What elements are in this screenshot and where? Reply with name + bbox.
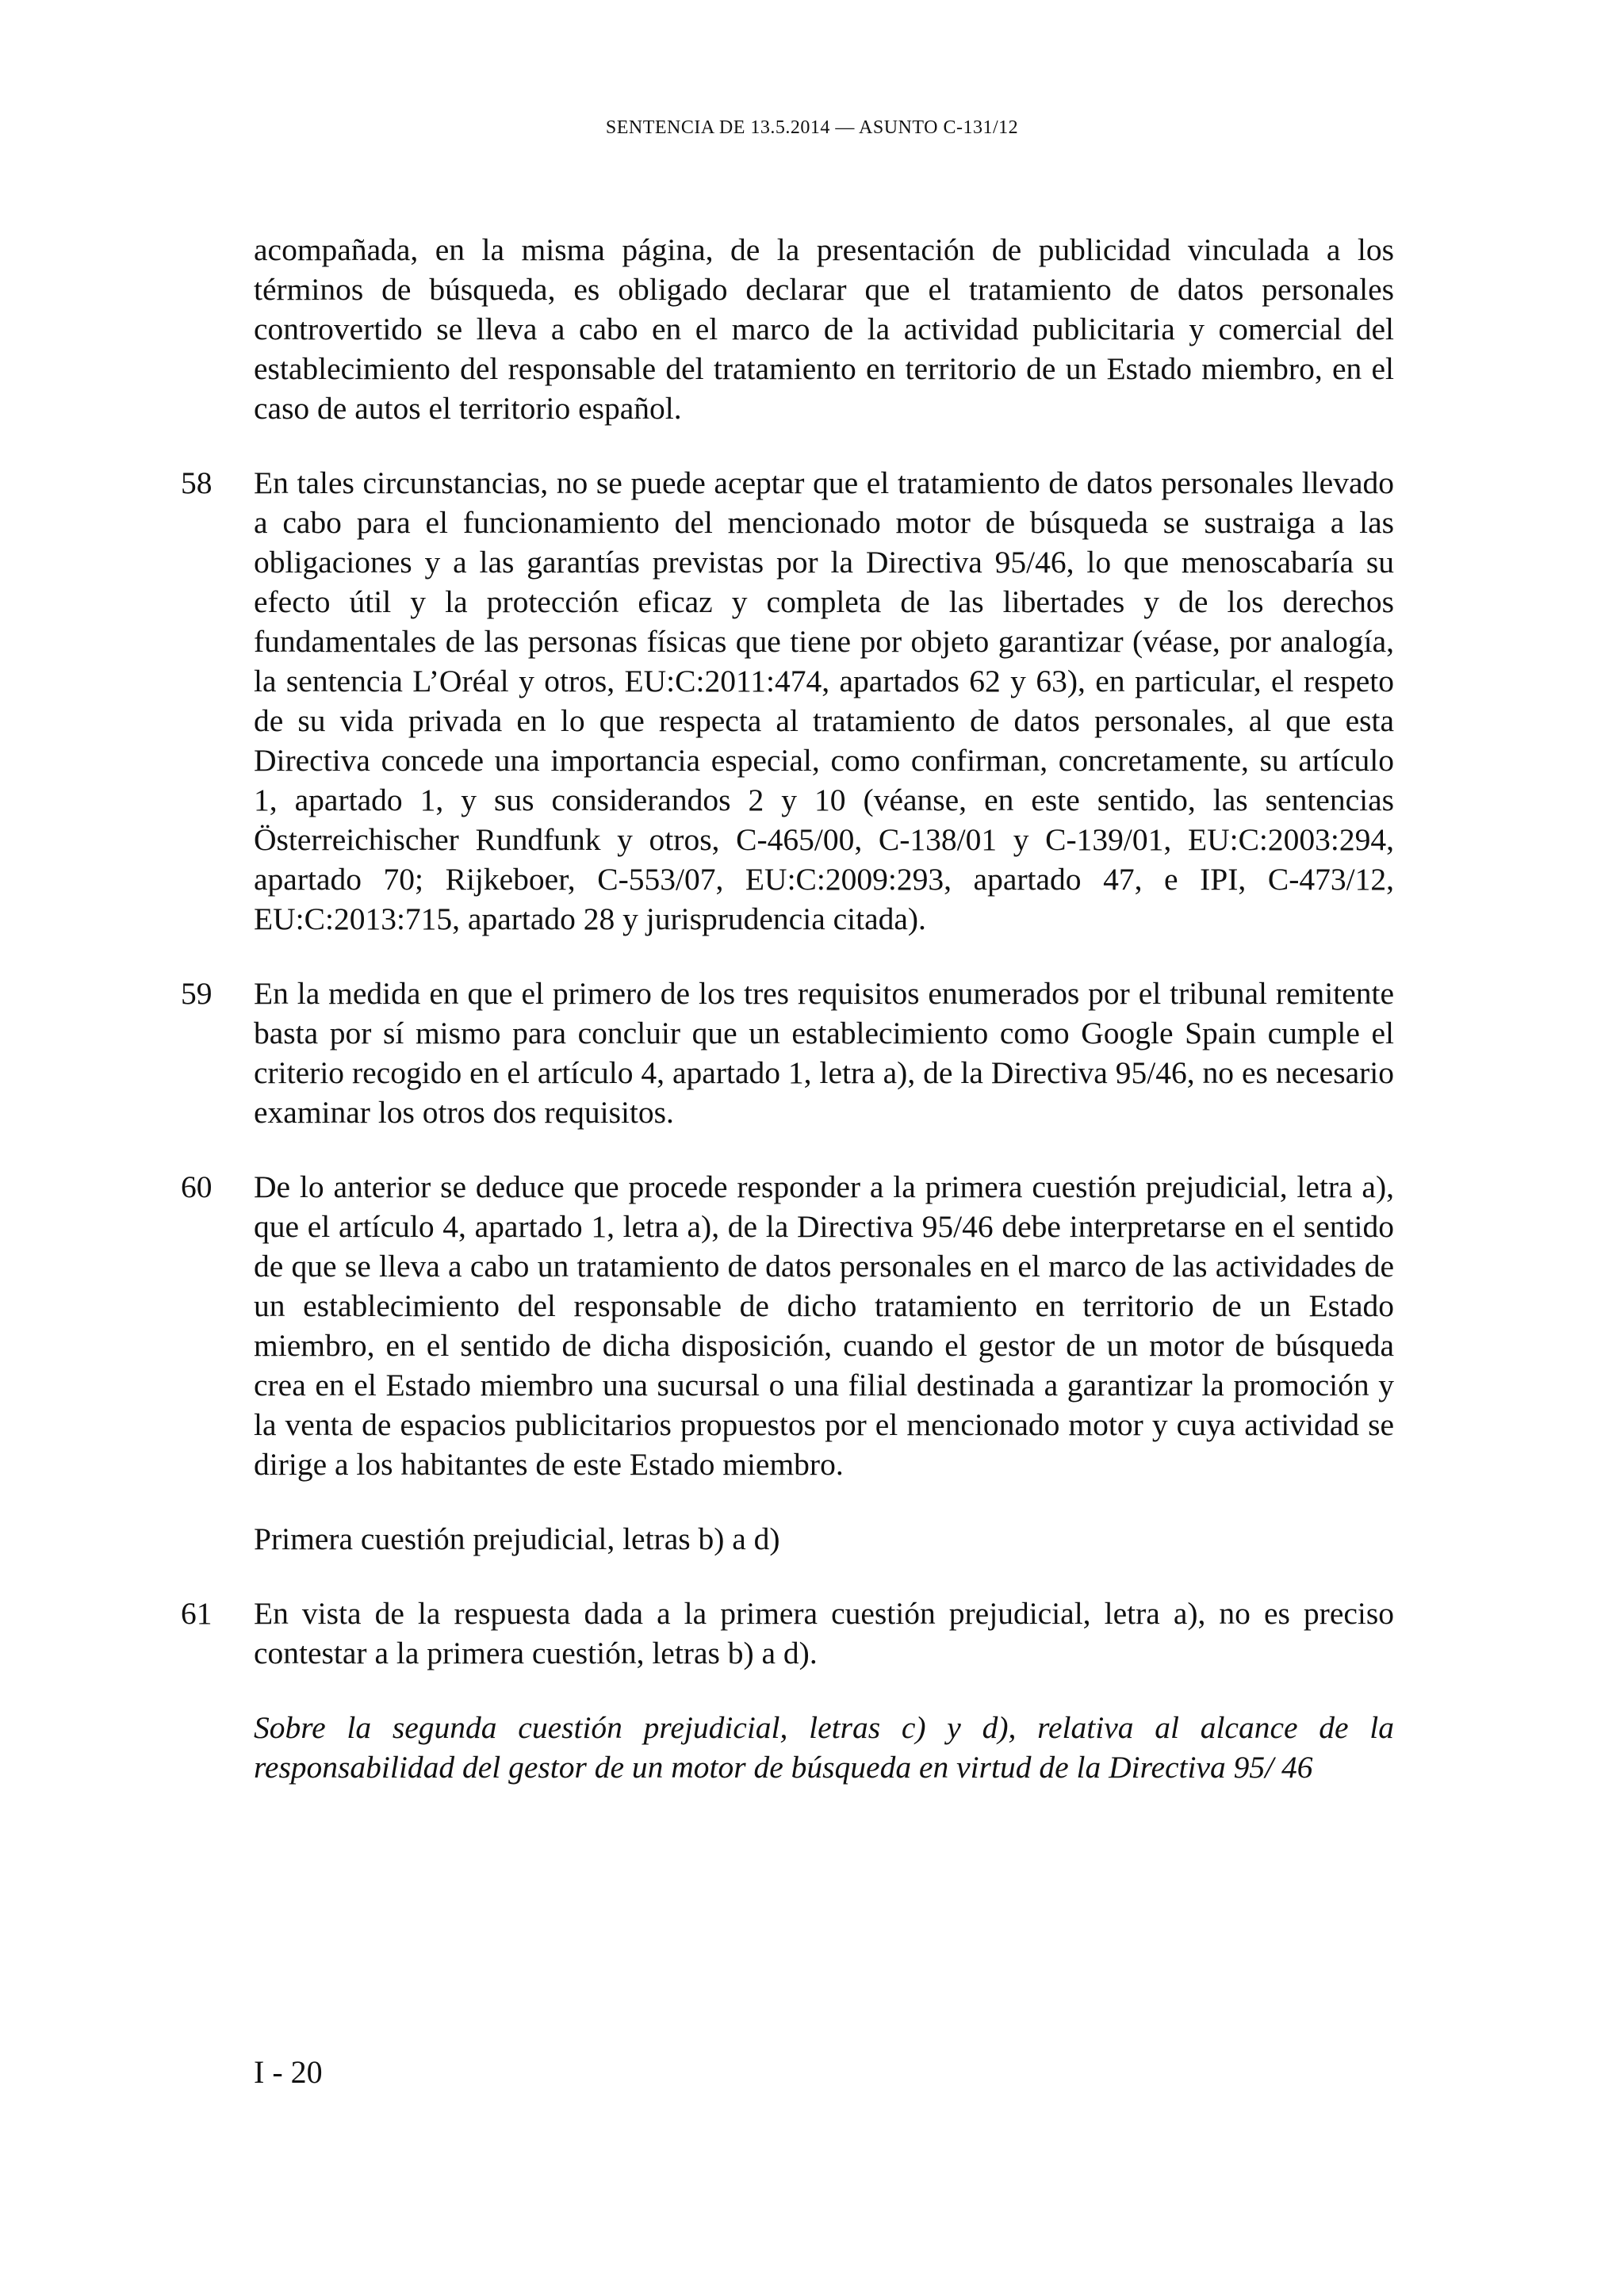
paragraph-text: En tales circunstancias, no se puede aceptar que el tratamiento de datos personales llevado a cabo para el funcionamiento del mencionado motor de búsqueda se sustraiga a las obligaciones y a las garantías previstas por la Directiva 95/46, lo que menoscabaría su efecto útil y la protección eficaz y completa de las libertades y de los derechos fundamentales de las personas físicas que tiene por objeto garantizar (véase, por analogía, la sentencia L’Oréal y otros, EU:C:2011:474, apartados 62 y 63), en particular, el respeto de su vida privada en lo que respecta al tratamiento de datos personales, al que esta Directiva concede una importancia especial, como confirman, concretamente, su artículo 1, apartado 1, y sus considerandos 2 y 10 (véanse, en este sentido, las sentencias Österreichischer Rundfunk y otros, C-465/00, C-138/01 y C-139/01, EU:C:2003:294, apartado 70; Rijkeboer, C-553/07, EU:C:2009:293, apartado 47, e IPI, C-473/12, EU:C:2013:715, apartado 28 y jurisprudencia citada).: [254, 465, 1394, 936]
paragraph-continued: [181, 230, 1394, 428]
paragraph-61: [181, 1594, 1394, 1673]
paragraph-number: 61: [181, 1596, 213, 1631]
paragraph-text: En la medida en que el primero de los tres requisitos enumerados por el tribunal remitente basta por sí mismo para concluir que un establecimiento como Google Spain cumple el criterio recogido en el artículo 4, apartado 1, letra a), de la Directiva 95/46, no es necesario examinar los otros dos requisitos.: [254, 976, 1394, 1130]
paragraph-number: 59: [181, 976, 213, 1011]
page-number: I - 20: [254, 2054, 323, 2090]
paragraph-text: En vista de la respuesta dada a la primera cuestión prejudicial, letra a), no es preciso contestar a la primera cuestión, letras b) a d).: [254, 1596, 1394, 1670]
running-header: SENTENCIA DE 13.5.2014 — ASUNTO C-131/12: [605, 117, 1019, 138]
paragraph-text: De lo anterior se deduce que procede responder a la primera cuestión prejudicial, letra a), que el artículo 4, apartado 1, letra a), de la Directiva 95/46 debe interpretarse en el sentido de que se lleva a cabo un tratamiento de datos personales en el marco de las actividades de un establecimiento del responsable de dicho tratamiento en territorio de un Estado miembro, en el sentido de dicha disposición, cuando el gestor de un motor de búsqueda crea en el Estado miembro una sucursal o una filial destinada a garantizar la promoción y la venta de espacios publicitarios propuestos por el mencionado motor y cuya actividad se dirige a los habitantes de este Estado miembro.: [254, 1169, 1394, 1482]
paragraph-text: acompañada, en la misma página, de la presentación de publicidad vinculada a los términos de búsqueda, es obligado declarar que el tratamiento de datos personales controvertido se lleva a cabo en el marco de la actividad publicitaria y comercial del establecimiento del responsable del tratamiento en territorio de un Estado miembro, en el caso de autos el territorio español.: [254, 232, 1394, 426]
paragraph-60: [181, 1167, 1394, 1484]
paragraph-59: [181, 974, 1394, 1132]
document-body: [181, 230, 1394, 1822]
section-heading-italic: Sobre la segunda cuestión prejudicial, letras c) y d), relativa al alcance de la responsabilidad del gestor de un motor de búsqueda en virtud de la Directiva 95/ 46: [254, 1710, 1394, 1785]
paragraph-58: [181, 463, 1394, 939]
paragraph-number: 60: [181, 1169, 213, 1204]
section-subheading: Primera cuestión prejudicial, letras b) a d): [254, 1521, 780, 1556]
paragraph-number: 58: [181, 465, 213, 500]
